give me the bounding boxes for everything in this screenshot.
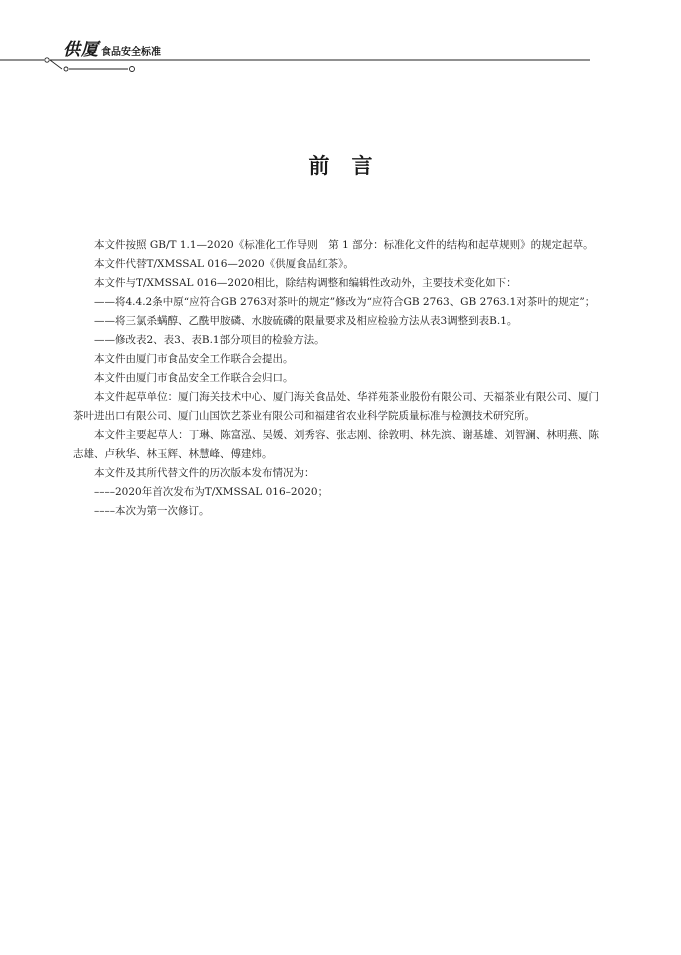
foreword-paragraph: ––––本次为第一次修订。 (94, 505, 210, 517)
foreword-paragraph: 本文件按照 GB/T 1.1—2020《标准化工作导则 第 1 部分：标准化文件的结构和起草规则》的规定起草。 (94, 239, 594, 251)
foreword-body (73, 236, 599, 521)
foreword-paragraph: ——将4.4.2条中原“应符合GB 2763对茶叶的规定”修改为“应符合GB 2763、GB 2763.1对茶叶的规定”； (94, 296, 596, 308)
foreword-paragraph: ——修改表2、表3、表B.1部分项目的检验方法。 (94, 334, 325, 346)
foreword-paragraph: 本文件与T/XMSSAL 016—2020相比，除结构调整和编辑性改动外，主要技术变化如下： (94, 277, 517, 289)
foreword-paragraph: 本文件由厦门市食品安全工作联合会提出。 (94, 353, 294, 365)
page-header (0, 0, 681, 80)
foreword-paragraph: 本文件主要起草人：丁琳、陈富泓、吴媛、刘秀容、张志刚、徐敦明、林先滨、谢基雄、刘智澜、林明燕、陈志雄、卢秋华、林玉辉、林慧峰、傅建炜。 (73, 429, 599, 460)
foreword-paragraph: ––––2020年首次发布为T/XMSSAL 016–2020； (94, 486, 329, 498)
foreword-paragraph: 本文件起草单位：厦门海关技术中心、厦门海关食品处、华祥苑茶业股份有限公司、天福茶业有限公司、厦门茶叶进出口有限公司、厦门山国饮艺茶业有限公司和福建省农业科学院质量标准与检测技术研究所。 (73, 391, 599, 422)
header-subtitle: 食品安全标准 (101, 47, 161, 58)
header-logo: 供厦 (63, 40, 99, 60)
header-rule-ornament (0, 55, 681, 75)
foreword-paragraph: ——将三氯杀螨醇、乙酰甲胺磷、水胺硫磷的限量要求及相应检验方法从表3调整到表B.1。 (94, 315, 518, 327)
foreword-paragraph: 本文件代替T/XMSSAL 016—2020《供厦食品红茶》。 (94, 258, 354, 270)
foreword-paragraph: 本文件由厦门市食品安全工作联合会归口。 (94, 372, 294, 384)
foreword-paragraph: 本文件及其所代替文件的历次版本发布情况为： (94, 467, 315, 479)
page-title: 前言 (308, 154, 395, 178)
